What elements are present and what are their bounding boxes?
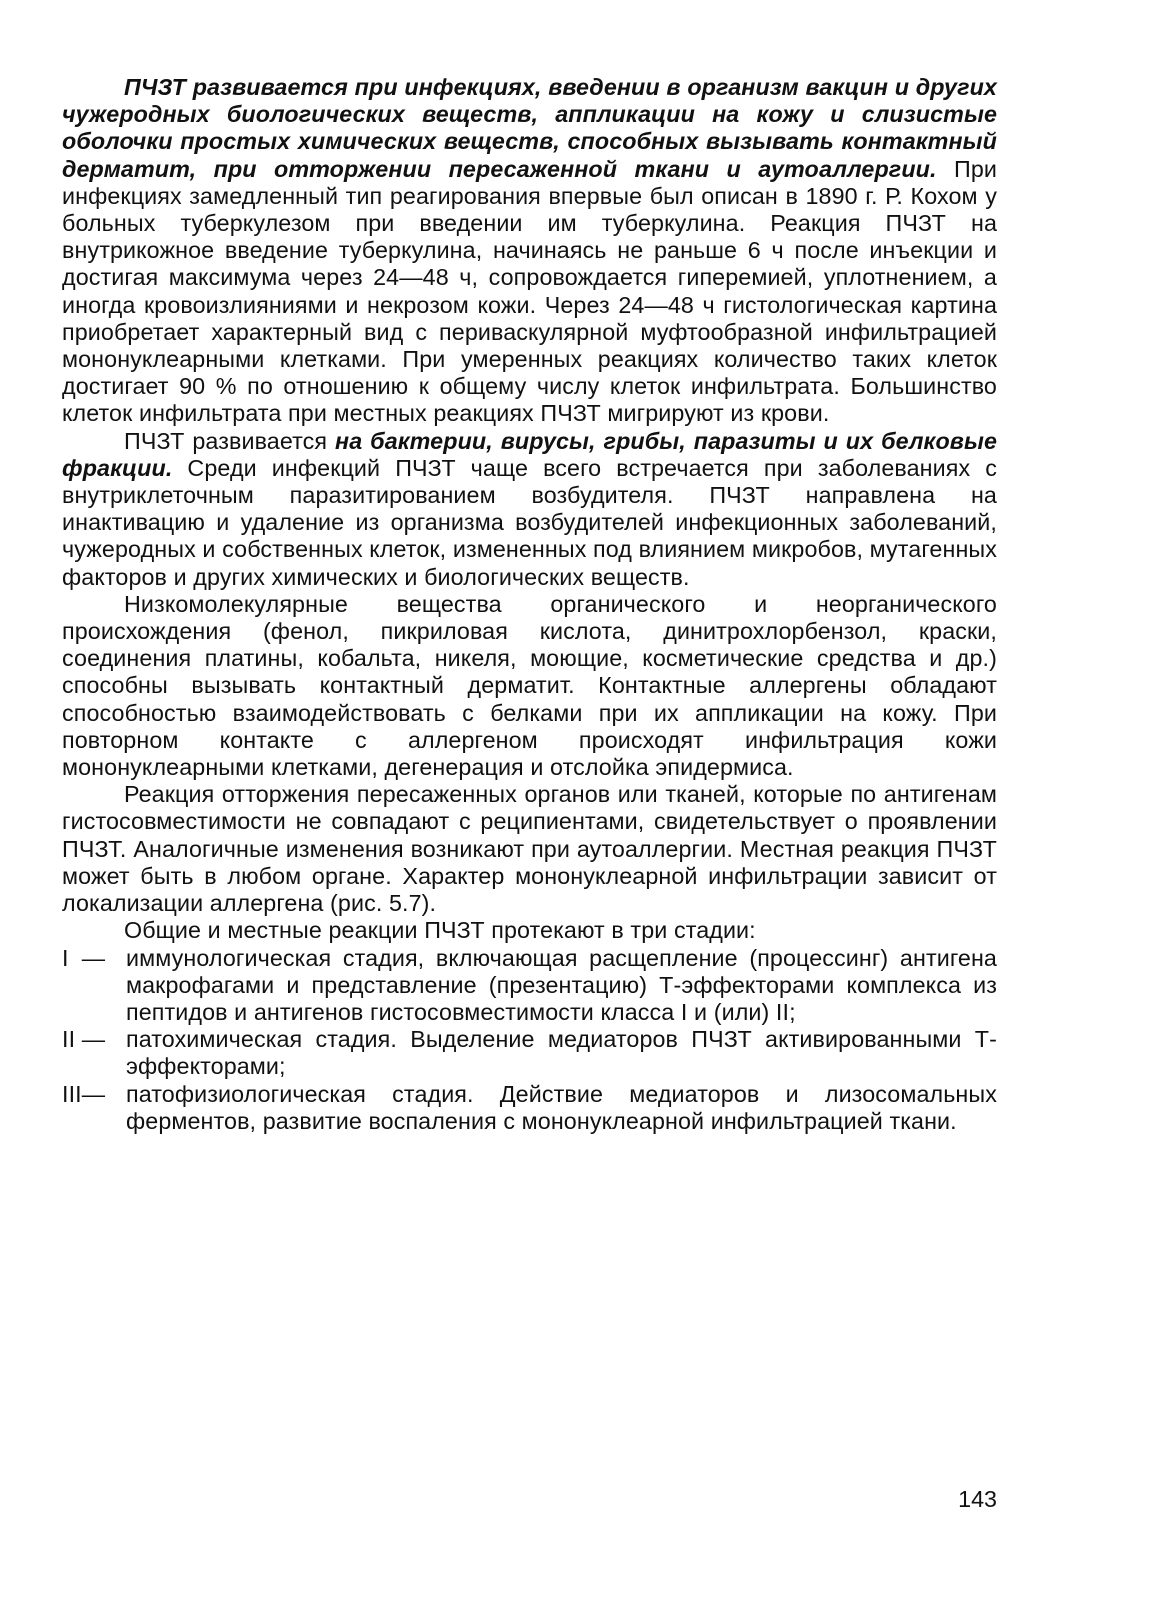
document-page bbox=[62, 74, 997, 1135]
stage-marker: I — bbox=[62, 944, 106, 971]
stage-item bbox=[62, 945, 997, 1027]
paragraph-1 bbox=[62, 74, 997, 428]
stage-marker: III— bbox=[62, 1080, 106, 1107]
paragraph-2-lead: ПЧЗТ развивается bbox=[124, 427, 336, 454]
stages-list bbox=[62, 945, 997, 1135]
paragraph-2 bbox=[62, 428, 997, 591]
paragraph-4: Реакция отторжения пересаженных органов или тканей, которые по антигенам гистосовместимости не совпадают с реципиентами, свидетельствует о проявлении ПЧЗТ. Аналогичные изменения возникают при аутоаллергии. Местная реакция ПЧЗТ может быть в любом органе. Характер мононуклеарной инфильтрации зависит от локализации аллергена (рис. 5.7). bbox=[62, 781, 997, 917]
paragraph-1-bold: ПЧЗТ развивается при инфекциях, введении в организм вакцин и других чужеродных биологических веществ, аппликации на кожу и слизистые оболочки простых химических веществ, способных вызывать контактный дерматит, при отторжении пересаженной ткани и аутоаллергии. bbox=[62, 74, 997, 182]
paragraph-5: Общие и местные реакции ПЧЗТ протекают в три стадии: bbox=[124, 917, 756, 944]
paragraph-1-body: При инфекциях замедленный тип реагирования впервые был описан в 1890 г. Р. Кохом у больных туберкулезом при введении им туберкулина. Реакция ПЧЗТ на внутрикожное введение туберкулина, начинаясь не раньше 6 ч после инъекции и достигая максимума через 24—48 ч, сопровождается гиперемией, уплотнением, а иногда кровоизлияниями и некрозом кожи. Через 24—48 ч гистологическая картина приобретает характерный вид с периваскулярной муфтообразной инфильтрацией мононуклеарными клетками. При умеренных реакциях количество таких клеток достигает 90 % по отношению к общему числу клеток инфильтрата. Большинство клеток инфильтрата при местных реакциях ПЧЗТ мигрируют из крови. bbox=[62, 155, 997, 427]
stage-text: иммунологическая стадия, включающая расщепление (процессинг) антигена макрофагами и представление (презентацию) Т-эффекторами комплекса из пептидов и антигенов гистосовместимости класса I и (или) II; bbox=[126, 944, 997, 1025]
stage-item bbox=[62, 1081, 997, 1135]
stage-text: патохимическая стадия. Выделение медиаторов ПЧЗТ активированными Т-эффекторами; bbox=[126, 1026, 997, 1080]
stage-marker: II — bbox=[62, 1026, 106, 1053]
paragraph-3: Низкомолекулярные вещества органического и неорганического происхождения (фенол, пикриловая кислота, динитрохлорбензол, краски, соединения платины, кобальта, никеля, моющие, косметические средства и др.) способны вызывать контактный дерматит. Контактные аллергены обладают способностью взаимодействовать с белками при их аппликации на кожу. При повторном контакте с аллергеном происходят инфильтрация кожи мононуклеарными клетками, дегенерация и отслойка эпидермиса. bbox=[62, 590, 997, 781]
paragraph-2-bold: на бактерии, вирусы, грибы, паразиты и их белковые фракции. bbox=[62, 427, 998, 481]
paragraph-2-body: Среди инфекций ПЧЗТ чаще всего встречается при заболеваниях с внутриклеточным паразитированием возбудителя. ПЧЗТ направлена на инактивацию и удаление из организма возбудителей инфекционных заболеваний, чужеродных и собственных клеток, измененных под влиянием микробов, мутагенных факторов и других химических и биологических веществ. bbox=[62, 454, 997, 590]
stage-item bbox=[62, 1026, 997, 1080]
page-number: 143 bbox=[958, 1486, 997, 1512]
stage-text: патофизиологическая стадия. Действие медиаторов и лизосомальных ферментов, развитие воспаления с мононуклеарной инфильтрацией ткани. bbox=[126, 1080, 997, 1134]
